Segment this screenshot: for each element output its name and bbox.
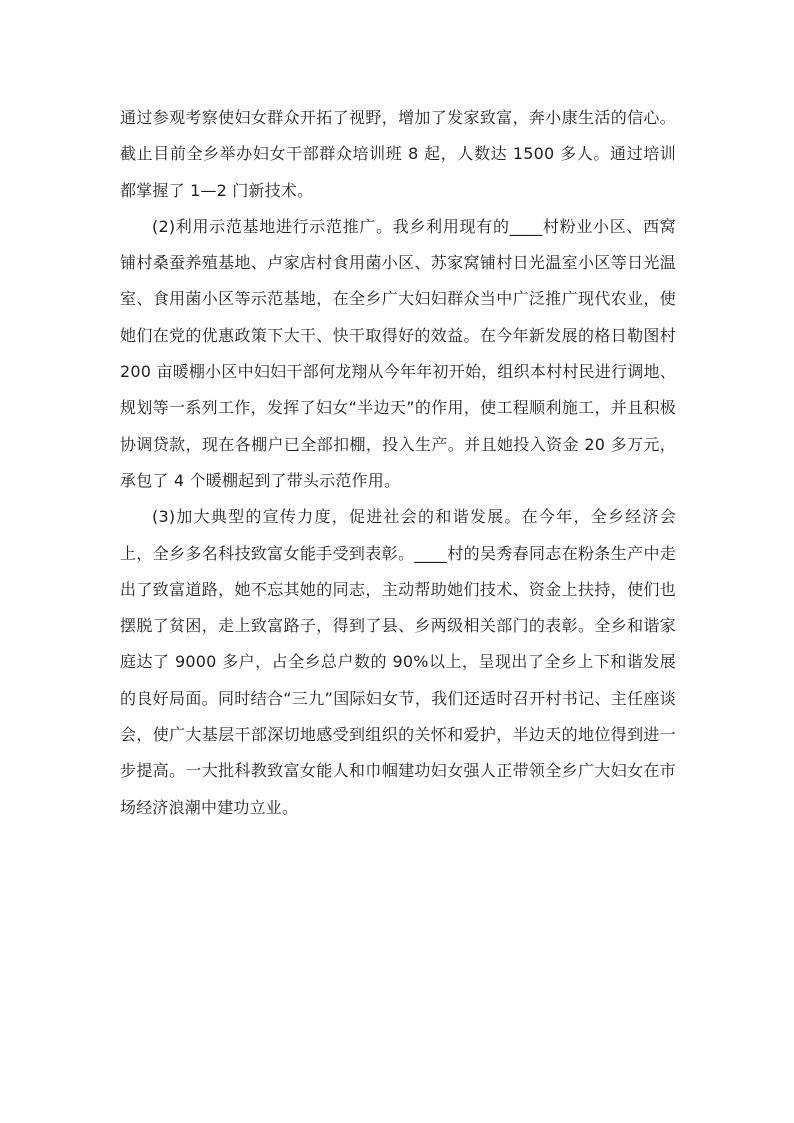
paragraph-training-results: 通过参观考察使妇女群众开拓了视野，增加了发家致富，奔小康生活的信心。截止目前全乡举办妇女干部群众培训班 8 起，人数达 1500 多人。通过培训都掌握了 1—2 门新技术。 xyxy=(120,108,676,200)
paragraph-publicity-harmony: (3)加大典型的宣传力度，促进社会的和谐发展。在今年，全乡经济会上，全乡多名科技致富女能手受到表彰。____村的吴秀春同志在粉条生产中走出了致富道路，她不忘其她的同志，主动帮助她们技术、资金上扶持，使们也摆脱了贫困，走上致富路子，得到了县、乡两级相关部门的表彰。全乡和谐家庭达了 9000 多户，占全乡总户数的 90%以上，呈现出了全乡上下和谐发展的良好局面。同时结合“三九”国际妇女节，我们还适时召开村书记、主任座谈会，使广大基层干部深切地感受到组织的关怀和爱护，半边天的地位得到进一步提高。一大批科教致富女能人和巾帼建功妇女强人正带领全乡广大妇女在市场经济浪潮中建功立业。 xyxy=(120,507,676,817)
paragraph-demonstration-base: (2)利用示范基地进行示范推广。我乡利用现有的____村粉业小区、西窝铺村桑蚕养殖基地、卢家店村食用菌小区、苏家窝铺村日光温室小区等日光温室、食用菌小区等示范基地，在全乡广大妇妇群众当中广泛推广现代农业，使她们在党的优惠政策下大干、快干取得好的效益。在今年新发展的格日勒图村 200 亩暖棚小区中妇妇干部何龙翔从今年年初开始，组织本村村民进行调地、规划等一系列工作，发挥了妇女“半边天”的作用，使工程顺利施工，并且积极协调贷款，现在各棚户已全部扣棚，投入生产。并且她投入资金 20 多万元，承包了 4 个暖棚起到了带头示范作用。 xyxy=(120,216,676,490)
document-body xyxy=(120,100,676,826)
